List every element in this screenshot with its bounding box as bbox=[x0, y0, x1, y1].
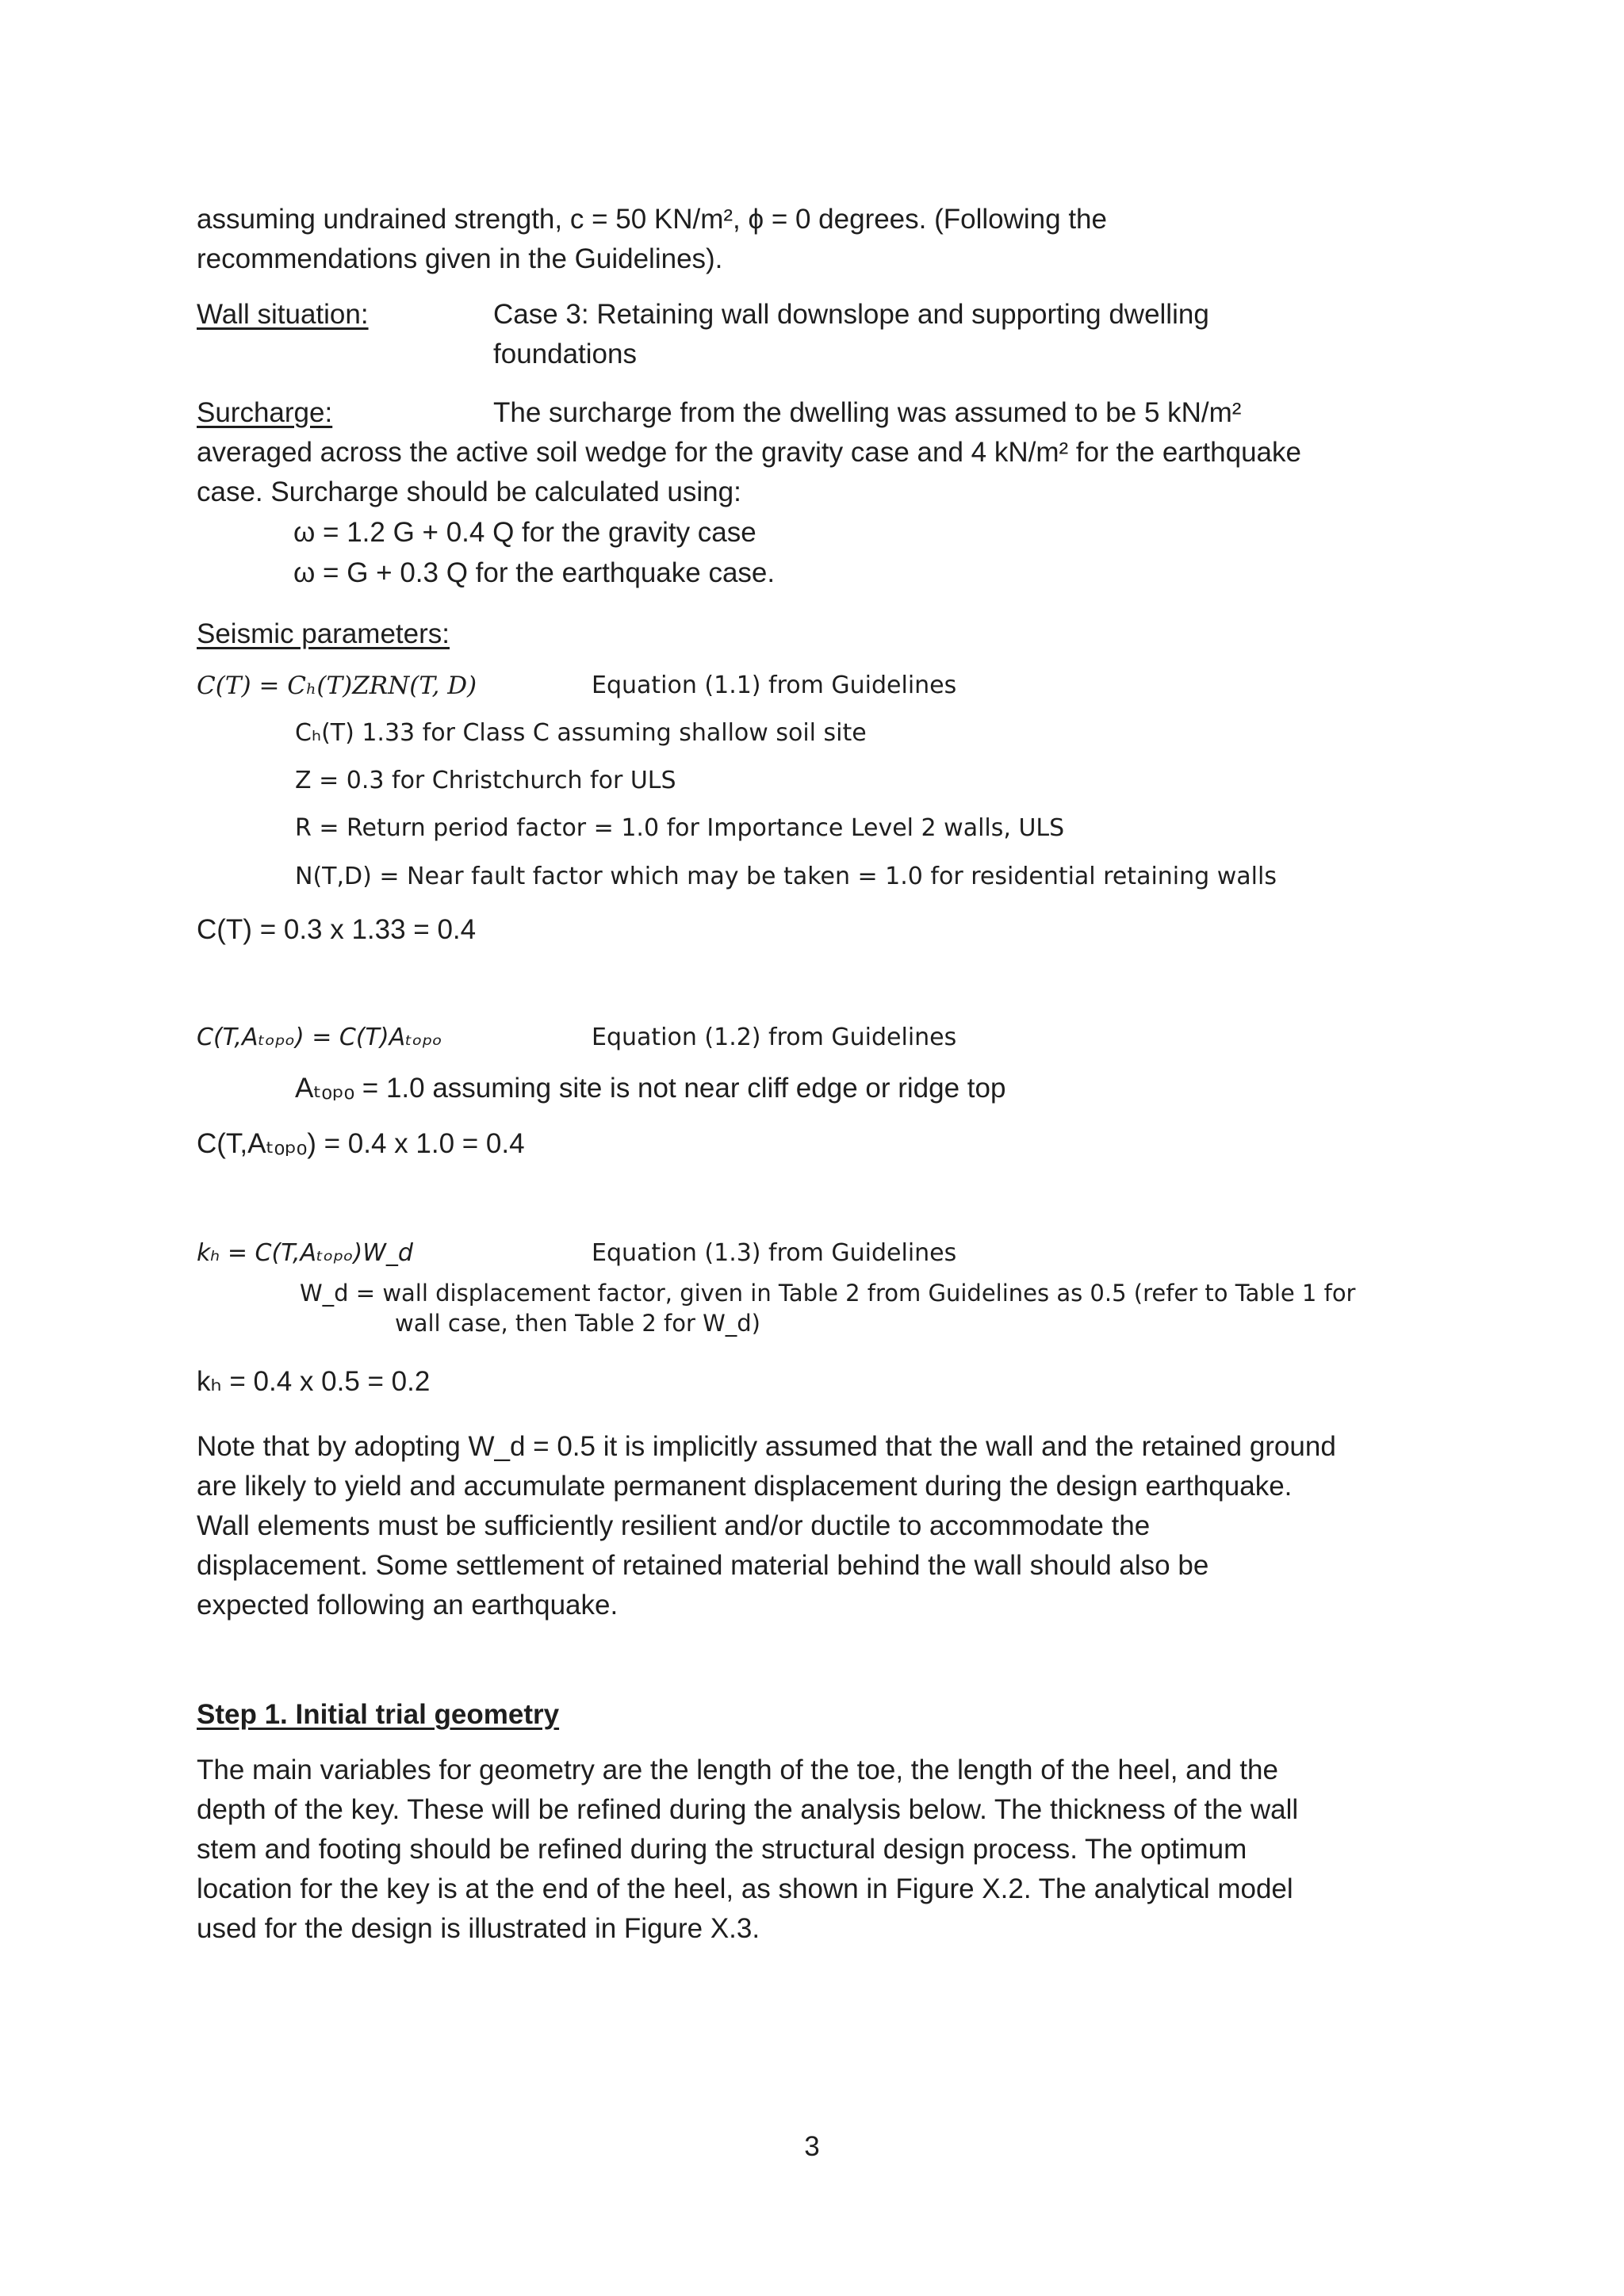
surcharge-line-2: averaged across the active soil wedge for the gravity case and 4 kN/m² for the earthquake bbox=[197, 437, 1301, 468]
step-1-heading: Step 1. Initial trial geometry bbox=[197, 1699, 560, 1730]
ct-result: C(T) = 0.3 x 1.33 = 0.4 bbox=[197, 914, 477, 945]
surcharge-line-3: case. Surcharge should be calculated using: bbox=[197, 476, 741, 507]
equation-1-3: kₕ = C(T,Aₜₒₚₒ)W_d bbox=[197, 1239, 413, 1267]
note-line-5: expected following an earthquake. bbox=[197, 1590, 619, 1621]
note-line-4: displacement. Some settlement of retained material behind the wall should also be bbox=[197, 1550, 1209, 1581]
intro-line-1: assuming undrained strength, c = 50 KN/m², ϕ = 0 degrees. (Following the bbox=[197, 204, 1107, 235]
ch-definition: Cₕ(T) 1.33 for Class C assuming shallow soil site bbox=[295, 719, 867, 747]
r-definition: R = Return period factor = 1.0 for Importance Level 2 walls, ULS bbox=[295, 814, 1065, 842]
kh-result: kₕ = 0.4 x 0.5 = 0.2 bbox=[197, 1366, 431, 1397]
wall-situation-line-2: foundations bbox=[493, 339, 637, 369]
equation-1-2: C(T,Aₜₒₚₒ) = C(T)Aₜₒₚₒ bbox=[197, 1024, 442, 1051]
wall-situation-line-1: Case 3: Retaining wall downslope and supporting dwelling bbox=[493, 299, 1209, 330]
wall-situation-label: Wall situation: bbox=[197, 299, 369, 330]
surcharge-label: Surcharge: bbox=[197, 397, 333, 428]
equation-1-3-reference: Equation (1.3) from Guidelines bbox=[592, 1239, 957, 1267]
seismic-parameters-label: Seismic parameters: bbox=[197, 618, 450, 649]
note-line-3: Wall elements must be sufficiently resilient and/or ductile to accommodate the bbox=[197, 1510, 1151, 1541]
step-1-line-1: The main variables for geometry are the length of the toe, the length of the heel, and the bbox=[197, 1755, 1278, 1785]
step-1-line-3: stem and footing should be refined during the structural design process. The optimum bbox=[197, 1834, 1247, 1865]
wd-definition-line-2: wall case, then Table 2 for W_d) bbox=[395, 1310, 760, 1337]
note-line-2: are likely to yield and accumulate permanent displacement during the design earthquake. bbox=[197, 1471, 1293, 1502]
surcharge-formula-gravity: ω = 1.2 G + 0.4 Q for the gravity case bbox=[293, 517, 756, 548]
surcharge-formula-earthquake: ω = G + 0.3 Q for the earthquake case. bbox=[293, 557, 776, 588]
equation-1-1: C(T) = Cₕ(T)ZRN(T, D) bbox=[197, 672, 477, 700]
z-definition: Z = 0.3 for Christchurch for ULS bbox=[295, 767, 676, 794]
step-1-line-2: depth of the key. These will be refined during the analysis below. The thickness of the wall bbox=[197, 1794, 1299, 1825]
step-1-line-4: location for the key is at the end of the heel, as shown in Figure X.2. The analytical model bbox=[197, 1873, 1293, 1904]
note-line-1: Note that by adopting W_d = 0.5 it is implicitly assumed that the wall and the retained ground bbox=[197, 1431, 1336, 1462]
n-definition: N(T,D) = Near fault factor which may be taken = 1.0 for residential retaining walls bbox=[295, 863, 1277, 890]
ctopo-result: C(T,Aₜₒₚₒ) = 0.4 x 1.0 = 0.4 bbox=[197, 1128, 525, 1159]
page-number: 3 bbox=[804, 2131, 820, 2162]
equation-1-1-reference: Equation (1.1) from Guidelines bbox=[592, 672, 957, 699]
wd-definition-line-1: W_d = wall displacement factor, given in Table 2 from Guidelines as 0.5 (refer to Table 1 for bbox=[300, 1280, 1356, 1307]
surcharge-line-1: The surcharge from the dwelling was assumed to be 5 kN/m² bbox=[493, 397, 1242, 428]
step-1-line-5: used for the design is illustrated in Figure X.3. bbox=[197, 1913, 760, 1944]
equation-1-2-reference: Equation (1.2) from Guidelines bbox=[592, 1024, 957, 1051]
intro-line-2: recommendations given in the Guidelines). bbox=[197, 243, 723, 274]
atopo-definition: Aₜₒₚₒ = 1.0 assuming site is not near cliff edge or ridge top bbox=[295, 1073, 1006, 1104]
